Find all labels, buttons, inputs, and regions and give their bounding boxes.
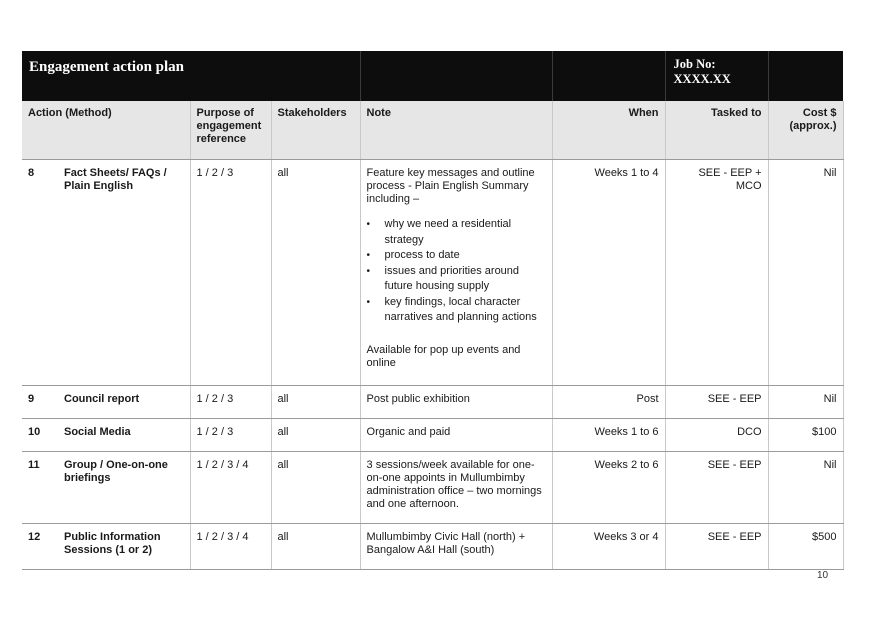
purpose-cell: 1 / 2 / 3: [190, 386, 271, 419]
column-header-purpose: Purpose of engagement reference: [190, 101, 271, 160]
tasked-cell: SEE - EEP + MCO: [665, 160, 768, 386]
purpose-cell: 1 / 2 / 3 / 4: [190, 452, 271, 524]
title-band-spacer: [360, 51, 552, 101]
when-cell: Weeks 1 to 6: [552, 419, 665, 452]
title-band: [22, 51, 843, 101]
cost-cell: Nil: [768, 386, 843, 419]
note-bullet: • process to date: [367, 248, 546, 264]
action-cell: Fact Sheets/ FAQs / Plain English: [64, 160, 190, 386]
column-header-when: When: [552, 101, 665, 160]
row-number: 10: [22, 419, 64, 452]
note-intro: Feature key messages and outline process - Plain English Summary including –: [366, 167, 535, 205]
cost-cell: Nil: [768, 160, 843, 386]
job-value: XXXX.XX: [673, 72, 731, 86]
title-band-spacer: [552, 51, 665, 101]
action-cell: Public Information Sessions (1 or 2): [64, 524, 190, 570]
table-row: [22, 160, 843, 386]
column-header-cost: Cost $ (approx.): [768, 101, 843, 160]
when-cell: Weeks 2 to 6: [552, 452, 665, 524]
note-cell: Post public exhibition: [360, 386, 552, 419]
cost-cell: $100: [768, 419, 843, 452]
purpose-cell: 1 / 2 / 3 / 4: [190, 524, 271, 570]
purpose-cell: 1 / 2 / 3: [190, 419, 271, 452]
column-header-stakeholders: Stakeholders: [271, 101, 360, 160]
note-after: Available for pop up events and online: [366, 343, 521, 369]
tasked-cell: SEE - EEP: [665, 524, 768, 570]
column-header-note: Note: [360, 101, 552, 160]
row-number: 8: [22, 160, 64, 386]
action-cell: Group / One-on-one briefings: [64, 452, 190, 524]
table-row: [22, 419, 843, 452]
when-cell: Weeks 3 or 4: [552, 524, 665, 570]
note-cell: [360, 160, 552, 386]
title-band-spacer: [768, 51, 843, 101]
table-row: [22, 524, 843, 570]
row-number: 11: [22, 452, 64, 524]
table-row: [22, 386, 843, 419]
job-number: [665, 51, 768, 101]
note-bullet: • key findings, local character narratives and planning actions: [367, 295, 546, 326]
table-row: [22, 452, 843, 524]
tasked-cell: SEE - EEP: [665, 386, 768, 419]
tasked-cell: SEE - EEP: [665, 452, 768, 524]
stakeholders-cell: all: [271, 386, 360, 419]
action-cell: Council report: [64, 386, 190, 419]
page-number: 10: [817, 570, 829, 581]
page-title: Engagement action plan: [22, 51, 360, 101]
row-number: 12: [22, 524, 64, 570]
row-number: 9: [22, 386, 64, 419]
note-bullet: • why we need a residential strategy: [367, 217, 546, 248]
cost-cell: Nil: [768, 452, 843, 524]
column-header-row: [22, 101, 843, 160]
job-label: Job No:: [673, 57, 716, 71]
when-cell: Weeks 1 to 4: [552, 160, 665, 386]
column-header-action: Action (Method): [22, 101, 190, 160]
tasked-cell: DCO: [665, 419, 768, 452]
cost-cell: $500: [768, 524, 843, 570]
purpose-cell: 1 / 2 / 3: [190, 160, 271, 386]
note-cell: Mullumbimby Civic Hall (north) + Bangalow A&I Hall (south): [360, 524, 552, 570]
stakeholders-cell: all: [271, 419, 360, 452]
stakeholders-cell: all: [271, 160, 360, 386]
note-cell: 3 sessions/week available for one-on-one appoints in Mullumbimby administration office – two mornings and one afternoon.: [360, 452, 552, 524]
action-cell: Social Media: [64, 419, 190, 452]
stakeholders-cell: all: [271, 452, 360, 524]
note-bullet-list: [367, 217, 546, 326]
note-bullet: • issues and priorities around future housing supply: [367, 264, 546, 295]
stakeholders-cell: all: [271, 524, 360, 570]
engagement-table: [22, 51, 844, 570]
when-cell: Post: [552, 386, 665, 419]
column-header-tasked: Tasked to: [665, 101, 768, 160]
note-cell: Organic and paid: [360, 419, 552, 452]
